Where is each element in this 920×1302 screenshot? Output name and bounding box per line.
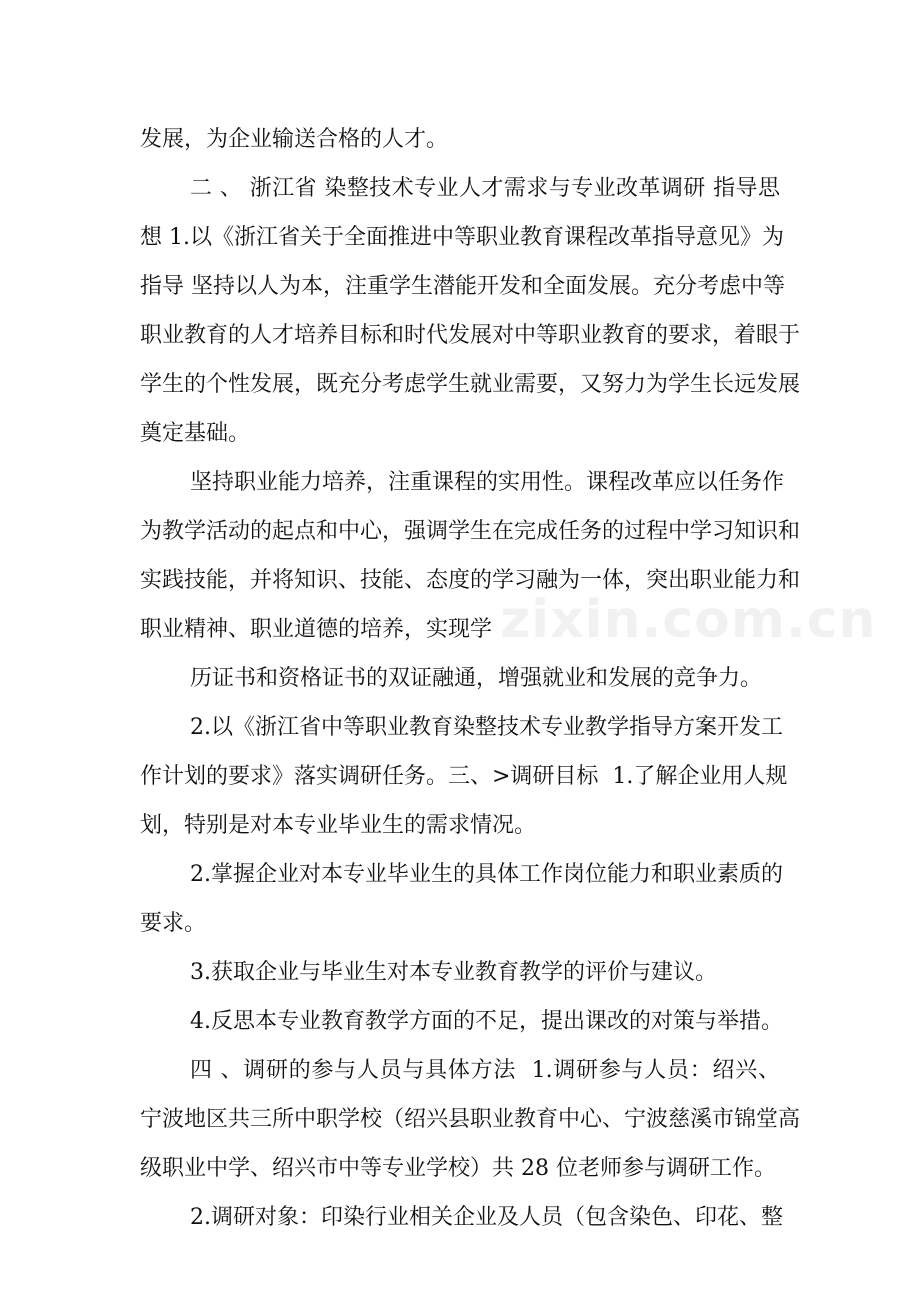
text-line: 实践技能，并将知识、技能、态度的学习融为一体，突出职业能力和 — [140, 568, 801, 593]
text-line: 4.反思本专业教育教学方面的不足，提出课改的对策与举措。 — [190, 1009, 783, 1034]
text-line: 奠定基础。 — [140, 421, 251, 446]
text-line: 发展，为企业输送合格的人才。 — [140, 127, 449, 152]
text-line: 职业教育的人才培养目标和时代发展对中等职业教育的要求，着眼于 — [140, 323, 801, 348]
text-line: 级职业中学、绍兴市中等专业学校）共 28 位老师参与调研工作。 — [140, 1156, 776, 1181]
text-line: 四 、调研的参与人员与具体方法 1.调研参与人员：绍兴、 — [190, 1058, 780, 1083]
text-line: 2.调研对象：印染行业相关企业及人员（包含染色、印花、整 — [190, 1205, 783, 1230]
text-line: 宁波地区共三所中职学校（绍兴县职业教育中心、宁波慈溪市锦堂高 — [140, 1107, 801, 1132]
text-line: 为教学活动的起点和中心，强调学生在完成任务的过程中学习知识和 — [140, 519, 801, 544]
text-line: 3.获取企业与毕业生对本专业教育教学的评价与建议。 — [190, 960, 717, 985]
text-line: 作计划的要求》落实调研任务。三、>调研目标 1.了解企业用人规 — [140, 764, 788, 789]
text-line: 2.掌握企业对本专业毕业生的具体工作岗位能力和职业素质的 — [190, 862, 783, 887]
text-line: 职业精神、职业道德的培养，实现学 — [140, 617, 493, 642]
text-line: 历证书和资格证书的双证融通，增强就业和发展的竞争力。 — [190, 666, 763, 691]
text-line: 2.以《浙江省中等职业教育染整技术专业教学指导方案开发工 — [190, 715, 783, 740]
text-line: 二 、 浙江省 染整技术专业人才需求与专业改革调研 指导思 — [190, 176, 780, 201]
text-line: 学生的个性发展，既充分考虑学生就业需要，又努力为学生长远发展 — [140, 372, 801, 397]
text-line: 想 1.以《浙江省关于全面推进中等职业教育课程改革指导意见》为 — [140, 225, 784, 250]
watermark: zixin.com.cn — [500, 590, 877, 650]
text-line: 指导 坚持以人为本，注重学生潜能开发和全面发展。充分考虑中等 — [140, 274, 785, 299]
text-line: 划，特别是对本专业毕业生的需求情况。 — [140, 813, 537, 838]
text-line: 坚持职业能力培养，注重课程的实用性。课程改革应以任务作 — [190, 470, 785, 495]
text-line: 要求。 — [140, 911, 207, 936]
